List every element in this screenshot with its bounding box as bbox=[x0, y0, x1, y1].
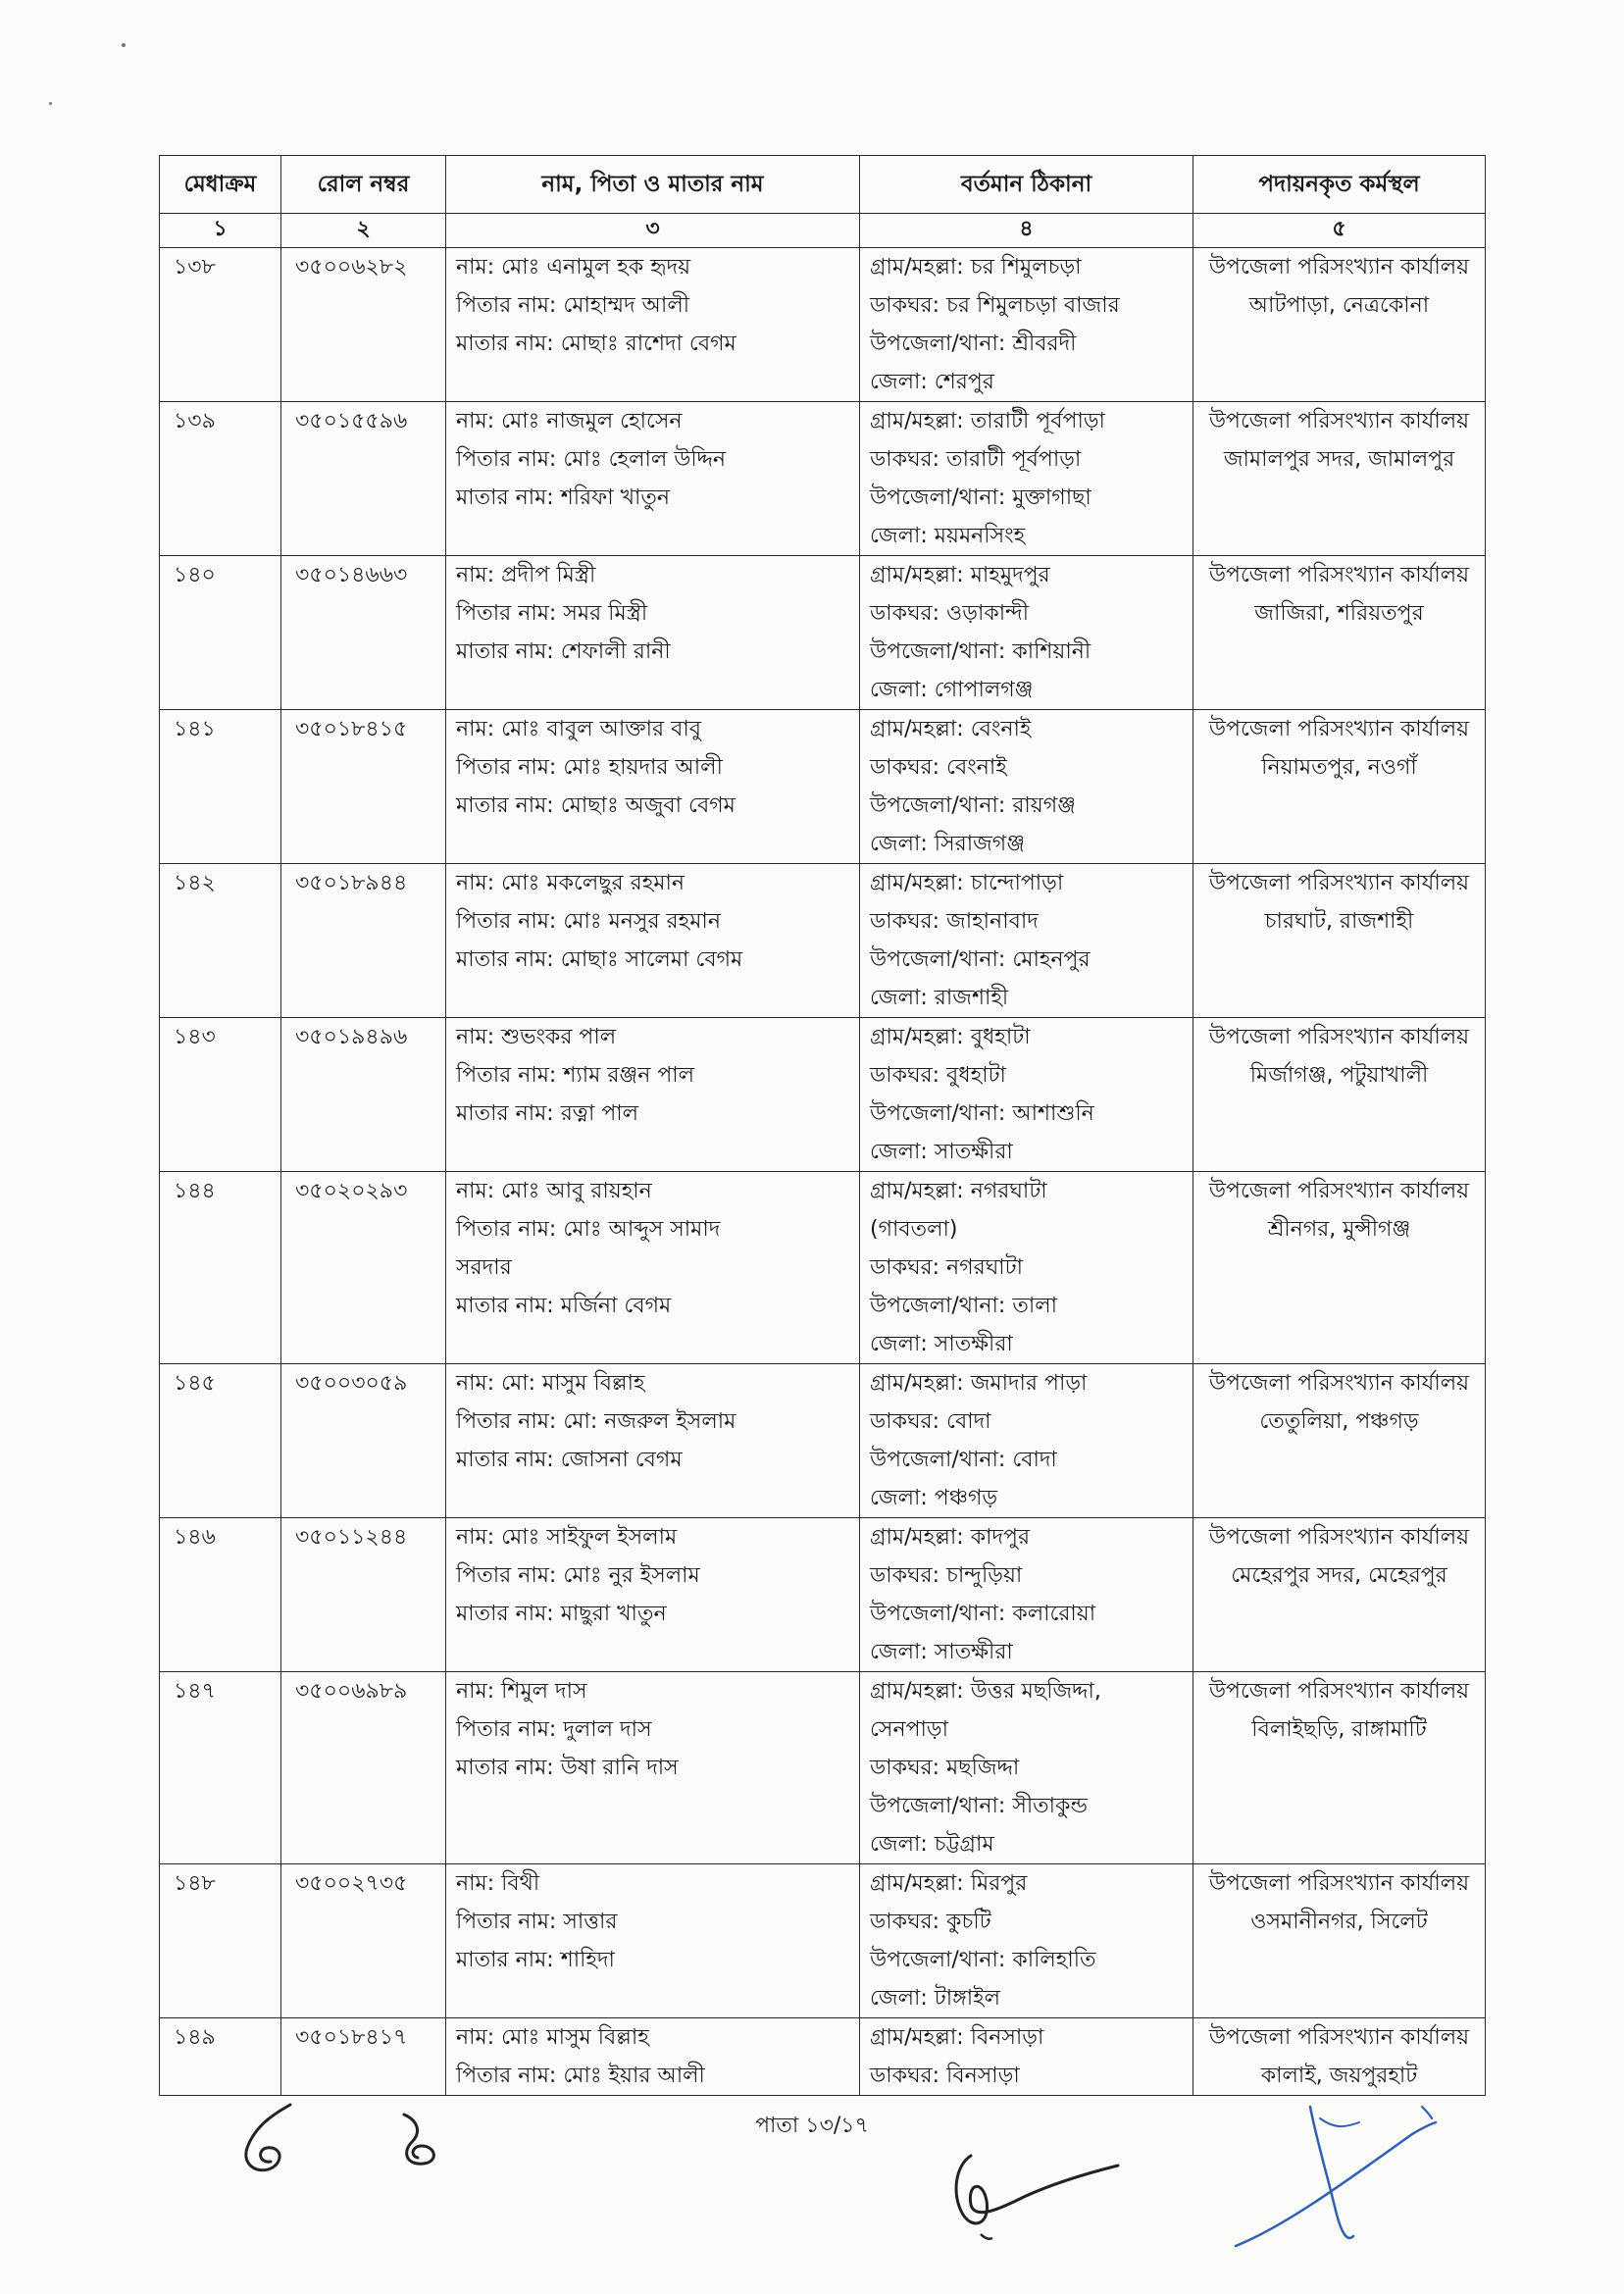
address-line: ডাকঘর: বোদা bbox=[870, 1409, 991, 1434]
address-line: গ্রাম/মহল্লা: তারাটী পূর্বপাড়া bbox=[870, 409, 1105, 433]
posting-line: জামালপুর সদর, জামালপুর bbox=[1223, 447, 1455, 472]
table-row bbox=[160, 1864, 1486, 2018]
name-line: মাতার নাম: শাহিদা bbox=[456, 1948, 615, 1972]
address-line: ডাকঘর: মছজিদ্দা bbox=[870, 1756, 1020, 1780]
table-row bbox=[160, 556, 1486, 710]
address-cell bbox=[860, 1018, 1193, 1172]
address-line: উপজেলা/থানা: তালা bbox=[870, 1294, 1057, 1318]
name-line: নাম: মোঃ নাজমুল হোসেন bbox=[456, 409, 683, 433]
address-line: উপজেলা/থানা: কাশিয়ানী bbox=[870, 639, 1091, 664]
page-number: পাতা ১৩/১৭ bbox=[755, 2114, 869, 2138]
table-row bbox=[160, 248, 1486, 402]
initial-signature-2 bbox=[384, 2107, 453, 2175]
name-line: মাতার নাম: মোছাঃ অজুবা বেগম bbox=[456, 793, 736, 818]
posting-line: জাজিরা, শরিয়তপুর bbox=[1254, 601, 1424, 626]
posting-cell bbox=[1193, 1518, 1486, 1672]
posting-line: উপজেলা পরিসংখ্যান কার্যালয় bbox=[1208, 409, 1470, 433]
roll-cell: ৩৫০১৮৪১৭ bbox=[281, 2018, 446, 2096]
posting-line: উপজেলা পরিসংখ্যান কার্যালয় bbox=[1208, 1025, 1470, 1049]
table-row bbox=[160, 1672, 1486, 1864]
posting-cell bbox=[1193, 556, 1486, 710]
address-line: গ্রাম/মহল্লা: বেংনাই bbox=[870, 717, 1032, 741]
posting-line: শ্রীনগর, মুন্সীগঞ্জ bbox=[1267, 1217, 1411, 1242]
name-line: নাম: মোঃ সাইফুল ইসলাম bbox=[456, 1525, 678, 1550]
name-line: মাতার নাম: মর্জিনা বেগম bbox=[456, 1294, 672, 1318]
header-names: নাম, পিতা ও মাতার নাম bbox=[446, 156, 860, 214]
address-line: জেলা: শেরপুর bbox=[870, 370, 994, 394]
posting-line: নিয়ামতপুর, নওগাঁ bbox=[1261, 755, 1417, 780]
name-line: নাম: বিথী bbox=[456, 1871, 540, 1896]
header-address: বর্তমান ঠিকানা bbox=[860, 156, 1193, 214]
address-line: গ্রাম/মহল্লা: নগরঘাটা bbox=[870, 1179, 1047, 1203]
address-cell bbox=[860, 556, 1193, 710]
scan-speck bbox=[49, 102, 52, 105]
name-line: পিতার নাম: মোঃ মনসুর রহমান bbox=[456, 909, 721, 934]
address-cell bbox=[860, 710, 1193, 864]
posting-line: ওসমানীনগর, সিলেট bbox=[1250, 1910, 1428, 1934]
name-line: নাম: মোঃ মকলেছুর রহমান bbox=[456, 871, 685, 895]
address-cell bbox=[860, 1364, 1193, 1518]
name-line: মাতার নাম: শরিফা খাতুন bbox=[456, 485, 671, 510]
roll-cell: ৩৫০১৫৫৯৬ bbox=[281, 402, 446, 556]
address-line: গ্রাম/মহল্লা: বিনসাড়া bbox=[870, 2025, 1044, 2050]
name-line: পিতার নাম: সাত্তার bbox=[456, 1910, 618, 1934]
name-line: পিতার নাম: মোঃ ইয়ার আলী bbox=[456, 2064, 705, 2088]
address-line: ডাকঘর: বিনসাড়া bbox=[870, 2064, 1020, 2088]
merit-cell: ১৪০ bbox=[160, 556, 281, 710]
name-cell bbox=[446, 402, 860, 556]
table-row bbox=[160, 1364, 1486, 1518]
address-line: উপজেলা/থানা: রায়গঞ্জ bbox=[870, 793, 1076, 818]
merit-list-table bbox=[159, 155, 1486, 2096]
address-cell bbox=[860, 1864, 1193, 2018]
address-line: ডাকঘর: তারাটী পূর্বপাড়া bbox=[870, 447, 1082, 472]
merit-cell: ১৪১ bbox=[160, 710, 281, 864]
header-posting: পদায়নকৃত কর্মস্থল bbox=[1193, 156, 1486, 214]
name-line: মাতার নাম: শেফালী রানী bbox=[456, 639, 671, 664]
name-line: মাতার নাম: মাছুরা খাতুন bbox=[456, 1602, 667, 1626]
roll-cell: ৩৫০১৮৪১৫ bbox=[281, 710, 446, 864]
name-line: সরদার bbox=[456, 1255, 512, 1280]
address-line: জেলা: সিরাজগঞ্জ bbox=[870, 832, 1025, 856]
address-line: উপজেলা/থানা: আশাশুনি bbox=[870, 1101, 1094, 1126]
name-line: মাতার নাম: জোসনা বেগম bbox=[456, 1448, 683, 1472]
address-line: উপজেলা/থানা: মুক্তাগাছা bbox=[870, 485, 1091, 510]
address-line: গ্রাম/মহল্লা: কাদপুর bbox=[870, 1525, 1031, 1550]
table-row bbox=[160, 1018, 1486, 1172]
name-line: নাম: শুভংকর পাল bbox=[456, 1025, 617, 1049]
table-row bbox=[160, 710, 1486, 864]
address-line: জেলা: ময়মনসিংহ bbox=[870, 524, 1026, 548]
address-line: গ্রাম/মহল্লা: চর শিমুলচড়া bbox=[870, 255, 1082, 280]
merit-cell: ১৪৮ bbox=[160, 1864, 281, 2018]
merit-cell: ১৩৮ bbox=[160, 248, 281, 402]
address-line: জেলা: সাতক্ষীরা bbox=[870, 1640, 1013, 1664]
address-line: ডাকঘর: চান্দুড়িয়া bbox=[870, 1563, 1023, 1588]
address-line: উপজেলা/থানা: কলারোয়া bbox=[870, 1602, 1096, 1626]
posting-line: উপজেলা পরিসংখ্যান কার্যালয় bbox=[1208, 871, 1470, 895]
roll-cell: ৩৫০০৩০৫৯ bbox=[281, 1364, 446, 1518]
name-line: পিতার নাম: মোঃ আব্দুস সামাদ bbox=[456, 1217, 721, 1242]
roll-cell: ৩৫০০৬৯৮৯ bbox=[281, 1672, 446, 1864]
address-line: ডাকঘর: কুচটি bbox=[870, 1910, 991, 1934]
merit-cell: ১৪৩ bbox=[160, 1018, 281, 1172]
posting-line: উপজেলা পরিসংখ্যান কার্যালয় bbox=[1208, 1525, 1470, 1550]
address-line: জেলা: পঞ্চগড় bbox=[870, 1486, 998, 1510]
posting-cell bbox=[1193, 1364, 1486, 1518]
name-cell bbox=[446, 1364, 860, 1518]
name-line: পিতার নাম: মোহাম্মদ আলী bbox=[456, 293, 690, 318]
address-cell bbox=[860, 1172, 1193, 1364]
address-line: জেলা: টাঙ্গাইল bbox=[870, 1986, 1000, 2011]
posting-cell bbox=[1193, 1672, 1486, 1864]
address-cell bbox=[860, 2018, 1193, 2096]
posting-line: উপজেলা পরিসংখ্যান কার্যালয় bbox=[1208, 717, 1470, 741]
posting-cell bbox=[1193, 402, 1486, 556]
blue-signature bbox=[1226, 2089, 1451, 2256]
address-line: ডাকঘর: নগরঘাটা bbox=[870, 1255, 1024, 1280]
name-line: পিতার নাম: মোঃ হেলাল উদ্দিন bbox=[456, 447, 727, 472]
name-line: নাম: মোঃ আবু রায়হান bbox=[456, 1179, 652, 1203]
posting-line: উপজেলা পরিসংখ্যান কার্যালয় bbox=[1208, 1871, 1470, 1896]
column-number: ৫ bbox=[1193, 214, 1486, 248]
name-cell bbox=[446, 556, 860, 710]
posting-line: তেতুলিয়া, পঞ্চগড় bbox=[1259, 1409, 1419, 1434]
official-signature bbox=[941, 2136, 1128, 2244]
name-line: মাতার নাম: মোছাঃ রাশেদা বেগম bbox=[456, 331, 736, 356]
name-line: নাম: মোঃ মাসুম বিল্লাহ bbox=[456, 2025, 649, 2050]
roll-cell: ৩৫০০২৭৩৫ bbox=[281, 1864, 446, 2018]
column-number: ৪ bbox=[860, 214, 1193, 248]
table-row bbox=[160, 1172, 1486, 1364]
merit-cell: ১৩৯ bbox=[160, 402, 281, 556]
posting-line: আটপাড়া, নেত্রকোনা bbox=[1248, 293, 1430, 318]
name-line: পিতার নাম: মোঃ নুর ইসলাম bbox=[456, 1563, 700, 1588]
name-line: পিতার নাম: মো: নজরুল ইসলাম bbox=[456, 1409, 736, 1434]
address-line: গ্রাম/মহল্লা: চান্দোপাড়া bbox=[870, 871, 1064, 895]
posting-cell bbox=[1193, 710, 1486, 864]
address-line: গ্রাম/মহল্লা: মিরপুর bbox=[870, 1871, 1028, 1896]
merit-cell: ১৪২ bbox=[160, 864, 281, 1018]
header-merit: মেধাক্রম bbox=[160, 156, 281, 214]
address-line: (গাবতলা) bbox=[870, 1217, 958, 1242]
posting-line: বিলাইছড়ি, রাঙ্গামাটি bbox=[1251, 1717, 1427, 1742]
initial-signature-1 bbox=[233, 2097, 312, 2185]
address-line: জেলা: রাজশাহী bbox=[870, 986, 1009, 1010]
name-line: পিতার নাম: দুলাল দাস bbox=[456, 1717, 652, 1742]
posting-line: মেহেরপুর সদর, মেহেরপুর bbox=[1231, 1563, 1447, 1588]
merit-cell: ১৪৪ bbox=[160, 1172, 281, 1364]
posting-line: উপজেলা পরিসংখ্যান কার্যালয় bbox=[1208, 1371, 1470, 1396]
name-line: নাম: মোঃ এনামুল হক হৃদয় bbox=[456, 255, 691, 280]
column-number: ২ bbox=[281, 214, 446, 248]
posting-cell bbox=[1193, 864, 1486, 1018]
name-cell bbox=[446, 248, 860, 402]
posting-line: উপজেলা পরিসংখ্যান কার্যালয় bbox=[1208, 2025, 1470, 2050]
address-line: জেলা: চট্টগ্রাম bbox=[870, 1832, 994, 1857]
roll-cell: ৩৫০১৪৬৬৩ bbox=[281, 556, 446, 710]
merit-cell: ১৪৭ bbox=[160, 1672, 281, 1864]
roll-cell: ৩৫০২০২৯৩ bbox=[281, 1172, 446, 1364]
address-line: ডাকঘর: বুধহাটা bbox=[870, 1063, 1006, 1088]
address-line: জেলা: সাতক্ষীরা bbox=[870, 1140, 1013, 1164]
posting-line: কালাই, জয়পুরহাট bbox=[1260, 2064, 1418, 2088]
posting-cell bbox=[1193, 1864, 1486, 2018]
table-row bbox=[160, 2018, 1486, 2096]
address-line: গ্রাম/মহল্লা: মাহমুদপুর bbox=[870, 563, 1050, 587]
name-cell bbox=[446, 1518, 860, 1672]
address-line: উপজেলা/থানা: শ্রীবরদী bbox=[870, 331, 1077, 356]
address-line: ডাকঘর: ওড়াকান্দী bbox=[870, 601, 1030, 626]
address-cell bbox=[860, 402, 1193, 556]
posting-line: উপজেলা পরিসংখ্যান কার্যালয় bbox=[1208, 255, 1470, 280]
name-line: মাতার নাম: মোছাঃ সালেমা বেগম bbox=[456, 947, 743, 972]
name-cell bbox=[446, 1864, 860, 2018]
merit-cell: ১৪৯ bbox=[160, 2018, 281, 2096]
roll-cell: ৩৫০১৮৯৪৪ bbox=[281, 864, 446, 1018]
name-line: নাম: প্রদীপ মিস্ত্রী bbox=[456, 563, 596, 587]
scan-speck bbox=[122, 43, 126, 47]
posting-line: মির্জাগঞ্জ, পটুয়াখালী bbox=[1249, 1063, 1429, 1088]
address-line: জেলা: সাতক্ষীরা bbox=[870, 1332, 1013, 1356]
address-line: উপজেলা/থানা: মোহনপুর bbox=[870, 947, 1091, 972]
address-line: উপজেলা/থানা: কালিহাতি bbox=[870, 1948, 1096, 1972]
address-line: ডাকঘর: চর শিমুলচড়া বাজার bbox=[870, 293, 1120, 318]
posting-cell bbox=[1193, 2018, 1486, 2096]
posting-cell bbox=[1193, 1018, 1486, 1172]
name-cell bbox=[446, 1018, 860, 1172]
table-row bbox=[160, 402, 1486, 556]
name-line: নাম: শিমুল দাস bbox=[456, 1679, 587, 1704]
roll-cell: ৩৫০০৬২৮২ bbox=[281, 248, 446, 402]
address-line: জেলা: গোপালগঞ্জ bbox=[870, 678, 1034, 702]
header-roll: রোল নম্বর bbox=[281, 156, 446, 214]
address-line: ডাকঘর: বেংনাই bbox=[870, 755, 1007, 780]
address-line: গ্রাম/মহল্লা: জমাদার পাড়া bbox=[870, 1371, 1088, 1396]
address-line: ডাকঘর: জাহানাবাদ bbox=[870, 909, 1039, 934]
table-row bbox=[160, 1518, 1486, 1672]
name-line: নাম: মোঃ বাবুল আক্তার বাবু bbox=[456, 717, 702, 741]
roll-cell: ৩৫০১৯৪৯৬ bbox=[281, 1018, 446, 1172]
name-cell bbox=[446, 1172, 860, 1364]
address-cell bbox=[860, 248, 1193, 402]
posting-line: উপজেলা পরিসংখ্যান কার্যালয় bbox=[1208, 1679, 1470, 1704]
table-row bbox=[160, 864, 1486, 1018]
posting-cell bbox=[1193, 1172, 1486, 1364]
address-line: সেনপাড়া bbox=[870, 1717, 948, 1742]
address-cell bbox=[860, 1518, 1193, 1672]
address-line: উপজেলা/থানা: বোদা bbox=[870, 1448, 1057, 1472]
address-line: গ্রাম/মহল্লা: উত্তর মছজিদ্দা, bbox=[870, 1679, 1101, 1704]
posting-cell bbox=[1193, 248, 1486, 402]
column-number: ১ bbox=[160, 214, 281, 248]
posting-line: চারঘাট, রাজশাহী bbox=[1264, 909, 1414, 934]
posting-line: উপজেলা পরিসংখ্যান কার্যালয় bbox=[1208, 1179, 1470, 1203]
name-line: মাতার নাম: রত্না পাল bbox=[456, 1101, 639, 1126]
name-line: পিতার নাম: মোঃ হায়দার আলী bbox=[456, 755, 723, 780]
name-cell bbox=[446, 864, 860, 1018]
address-line: গ্রাম/মহল্লা: বুধহাটা bbox=[870, 1025, 1031, 1049]
column-number: ৩ bbox=[446, 214, 860, 248]
name-line: পিতার নাম: সমর মিস্ত্রী bbox=[456, 601, 648, 626]
posting-line: উপজেলা পরিসংখ্যান কার্যালয় bbox=[1208, 563, 1470, 587]
column-number-row bbox=[160, 214, 1486, 248]
name-line: নাম: মো: মাসুম বিল্লাহ bbox=[456, 1371, 645, 1396]
name-line: পিতার নাম: শ্যাম রঞ্জন পাল bbox=[456, 1063, 695, 1088]
table-body bbox=[160, 214, 1486, 2096]
name-cell bbox=[446, 1672, 860, 1864]
name-line: মাতার নাম: উষা রানি দাস bbox=[456, 1756, 679, 1780]
name-cell bbox=[446, 2018, 860, 2096]
roll-cell: ৩৫০১১২৪৪ bbox=[281, 1518, 446, 1672]
merit-cell: ১৪৬ bbox=[160, 1518, 281, 1672]
address-cell bbox=[860, 864, 1193, 1018]
name-cell bbox=[446, 710, 860, 864]
merit-cell: ১৪৫ bbox=[160, 1364, 281, 1518]
address-cell bbox=[860, 1672, 1193, 1864]
address-line: উপজেলা/থানা: সীতাকুন্ড bbox=[870, 1794, 1088, 1818]
table-header bbox=[160, 156, 1486, 214]
